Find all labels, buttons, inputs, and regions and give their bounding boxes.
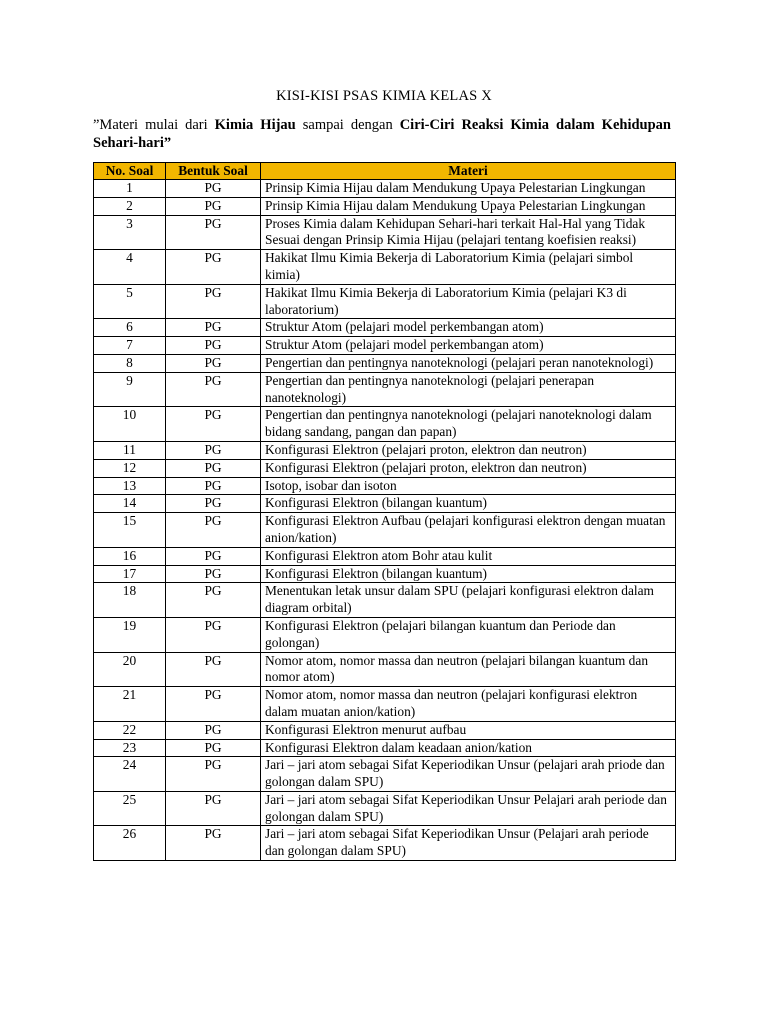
cell-materi: Menentukan letak unsur dalam SPU (pelajari konfigurasi elektron dalam diagram orbital) <box>261 583 676 618</box>
table-row <box>94 197 676 215</box>
cell-no-soal: 24 <box>94 757 166 792</box>
cell-materi: Konfigurasi Elektron (pelajari proton, elektron dan neutron) <box>261 459 676 477</box>
header-bentuk-soal: Bentuk Soal <box>166 163 261 180</box>
cell-no-soal: 21 <box>94 687 166 722</box>
cell-materi: Hakikat Ilmu Kimia Bekerja di Laboratorium Kimia (pelajari simbol kimia) <box>261 250 676 285</box>
table-row <box>94 372 676 407</box>
cell-materi: Hakikat Ilmu Kimia Bekerja di Laboratorium Kimia (pelajari K3 di laboratorium) <box>261 284 676 319</box>
cell-materi: Struktur Atom (pelajari model perkembangan atom) <box>261 319 676 337</box>
cell-materi: Struktur Atom (pelajari model perkembangan atom) <box>261 337 676 355</box>
cell-no-soal: 23 <box>94 739 166 757</box>
cell-materi: Konfigurasi Elektron menurut aufbau <box>261 721 676 739</box>
table-row <box>94 495 676 513</box>
cell-no-soal: 10 <box>94 407 166 442</box>
cell-no-soal: 5 <box>94 284 166 319</box>
cell-no-soal: 8 <box>94 354 166 372</box>
intro-bold-ciri-ciri: Ciri-Ciri Reaksi Kimia dalam Kehidupan Sehari-hari” <box>93 117 671 151</box>
cell-bentuk-soal: PG <box>166 250 261 285</box>
cell-materi: Nomor atom, nomor massa dan neutron (pelajari bilangan kuantum dan nomor atom) <box>261 652 676 687</box>
table-row <box>94 547 676 565</box>
table-row <box>94 477 676 495</box>
header-materi: Materi <box>261 163 676 180</box>
table-row <box>94 739 676 757</box>
cell-materi: Prinsip Kimia Hijau dalam Mendukung Upaya Pelestarian Lingkungan <box>261 197 676 215</box>
cell-no-soal: 11 <box>94 441 166 459</box>
cell-bentuk-soal: PG <box>166 495 261 513</box>
cell-no-soal: 15 <box>94 513 166 548</box>
cell-materi: Pengertian dan pentingnya nanoteknologi (pelajari nanoteknologi dalam bidang sandang, pangan dan papan) <box>261 407 676 442</box>
cell-no-soal: 1 <box>94 180 166 198</box>
table-row <box>94 215 676 250</box>
cell-bentuk-soal: PG <box>166 826 261 861</box>
cell-bentuk-soal: PG <box>166 791 261 826</box>
cell-bentuk-soal: PG <box>166 721 261 739</box>
cell-bentuk-soal: PG <box>166 565 261 583</box>
table-row <box>94 757 676 792</box>
intro-bold-kimia-hijau: Kimia Hijau <box>214 117 296 133</box>
cell-bentuk-soal: PG <box>166 284 261 319</box>
cell-no-soal: 7 <box>94 337 166 355</box>
table-row <box>94 513 676 548</box>
intro-text-2: sampai dengan <box>295 117 400 133</box>
cell-bentuk-soal: PG <box>166 197 261 215</box>
cell-bentuk-soal: PG <box>166 739 261 757</box>
cell-materi: Konfigurasi Elektron (pelajari bilangan kuantum dan Periode dan golongan) <box>261 617 676 652</box>
cell-materi: Konfigurasi Elektron atom Bohr atau kulit <box>261 547 676 565</box>
cell-bentuk-soal: PG <box>166 617 261 652</box>
cell-materi: Konfigurasi Elektron (bilangan kuantum) <box>261 495 676 513</box>
table-body <box>94 180 676 861</box>
cell-materi: Pengertian dan pentingnya nanoteknologi (pelajari peran nanoteknologi) <box>261 354 676 372</box>
intro-paragraph <box>93 116 671 152</box>
cell-bentuk-soal: PG <box>166 337 261 355</box>
table-row <box>94 180 676 198</box>
cell-no-soal: 6 <box>94 319 166 337</box>
cell-materi: Pengertian dan pentingnya nanoteknologi (pelajari penerapan nanoteknologi) <box>261 372 676 407</box>
cell-no-soal: 13 <box>94 477 166 495</box>
cell-no-soal: 26 <box>94 826 166 861</box>
cell-bentuk-soal: PG <box>166 215 261 250</box>
intro-text-1: ”Materi mulai dari <box>93 117 215 133</box>
cell-no-soal: 16 <box>94 547 166 565</box>
table-row <box>94 687 676 722</box>
table-row <box>94 565 676 583</box>
table-row <box>94 721 676 739</box>
cell-bentuk-soal: PG <box>166 459 261 477</box>
table-row <box>94 652 676 687</box>
cell-bentuk-soal: PG <box>166 513 261 548</box>
cell-no-soal: 14 <box>94 495 166 513</box>
cell-no-soal: 22 <box>94 721 166 739</box>
table-row <box>94 459 676 477</box>
cell-no-soal: 9 <box>94 372 166 407</box>
table-row <box>94 407 676 442</box>
cell-bentuk-soal: PG <box>166 547 261 565</box>
cell-bentuk-soal: PG <box>166 757 261 792</box>
cell-materi: Jari – jari atom sebagai Sifat Keperiodikan Unsur Pelajari arah periode dan golongan dalam SPU) <box>261 791 676 826</box>
table-row <box>94 337 676 355</box>
table-row <box>94 250 676 285</box>
table-row <box>94 441 676 459</box>
cell-materi: Nomor atom, nomor massa dan neutron (pelajari konfigurasi elektron dalam muatan anion/kation) <box>261 687 676 722</box>
table-header-row <box>94 163 676 180</box>
cell-materi: Konfigurasi Elektron dalam keadaan anion/kation <box>261 739 676 757</box>
cell-bentuk-soal: PG <box>166 687 261 722</box>
cell-materi: Prinsip Kimia Hijau dalam Mendukung Upaya Pelestarian Lingkungan <box>261 180 676 198</box>
cell-no-soal: 3 <box>94 215 166 250</box>
kisi-kisi-table <box>93 162 676 861</box>
cell-no-soal: 20 <box>94 652 166 687</box>
cell-bentuk-soal: PG <box>166 583 261 618</box>
cell-materi: Proses Kimia dalam Kehidupan Sehari-hari terkait Hal-Hal yang Tidak Sesuai dengan Prinsip Kimia Hijau (pelajari tentang koefisien reaksi) <box>261 215 676 250</box>
table-row <box>94 617 676 652</box>
cell-no-soal: 17 <box>94 565 166 583</box>
cell-materi: Konfigurasi Elektron (bilangan kuantum) <box>261 565 676 583</box>
table-row <box>94 319 676 337</box>
cell-no-soal: 12 <box>94 459 166 477</box>
cell-no-soal: 19 <box>94 617 166 652</box>
cell-no-soal: 25 <box>94 791 166 826</box>
cell-bentuk-soal: PG <box>166 354 261 372</box>
table-row <box>94 284 676 319</box>
cell-no-soal: 18 <box>94 583 166 618</box>
cell-bentuk-soal: PG <box>166 477 261 495</box>
cell-no-soal: 4 <box>94 250 166 285</box>
document-title: KISI-KISI PSAS KIMIA KELAS X <box>276 88 492 104</box>
cell-bentuk-soal: PG <box>166 180 261 198</box>
cell-materi: Konfigurasi Elektron Aufbau (pelajari konfigurasi elektron dengan muatan anion/kation) <box>261 513 676 548</box>
cell-bentuk-soal: PG <box>166 652 261 687</box>
cell-materi: Jari – jari atom sebagai Sifat Keperiodikan Unsur (pelajari arah priode dan golongan dalam SPU) <box>261 757 676 792</box>
cell-no-soal: 2 <box>94 197 166 215</box>
cell-materi: Konfigurasi Elektron (pelajari proton, elektron dan neutron) <box>261 441 676 459</box>
cell-bentuk-soal: PG <box>166 319 261 337</box>
cell-bentuk-soal: PG <box>166 407 261 442</box>
table-row <box>94 826 676 861</box>
table-row <box>94 583 676 618</box>
cell-bentuk-soal: PG <box>166 441 261 459</box>
cell-bentuk-soal: PG <box>166 372 261 407</box>
cell-materi: Isotop, isobar dan isoton <box>261 477 676 495</box>
cell-materi: Jari – jari atom sebagai Sifat Keperiodikan Unsur (Pelajari arah periode dan golongan dalam SPU) <box>261 826 676 861</box>
table-row <box>94 354 676 372</box>
table-row <box>94 791 676 826</box>
header-no-soal: No. Soal <box>94 163 166 180</box>
